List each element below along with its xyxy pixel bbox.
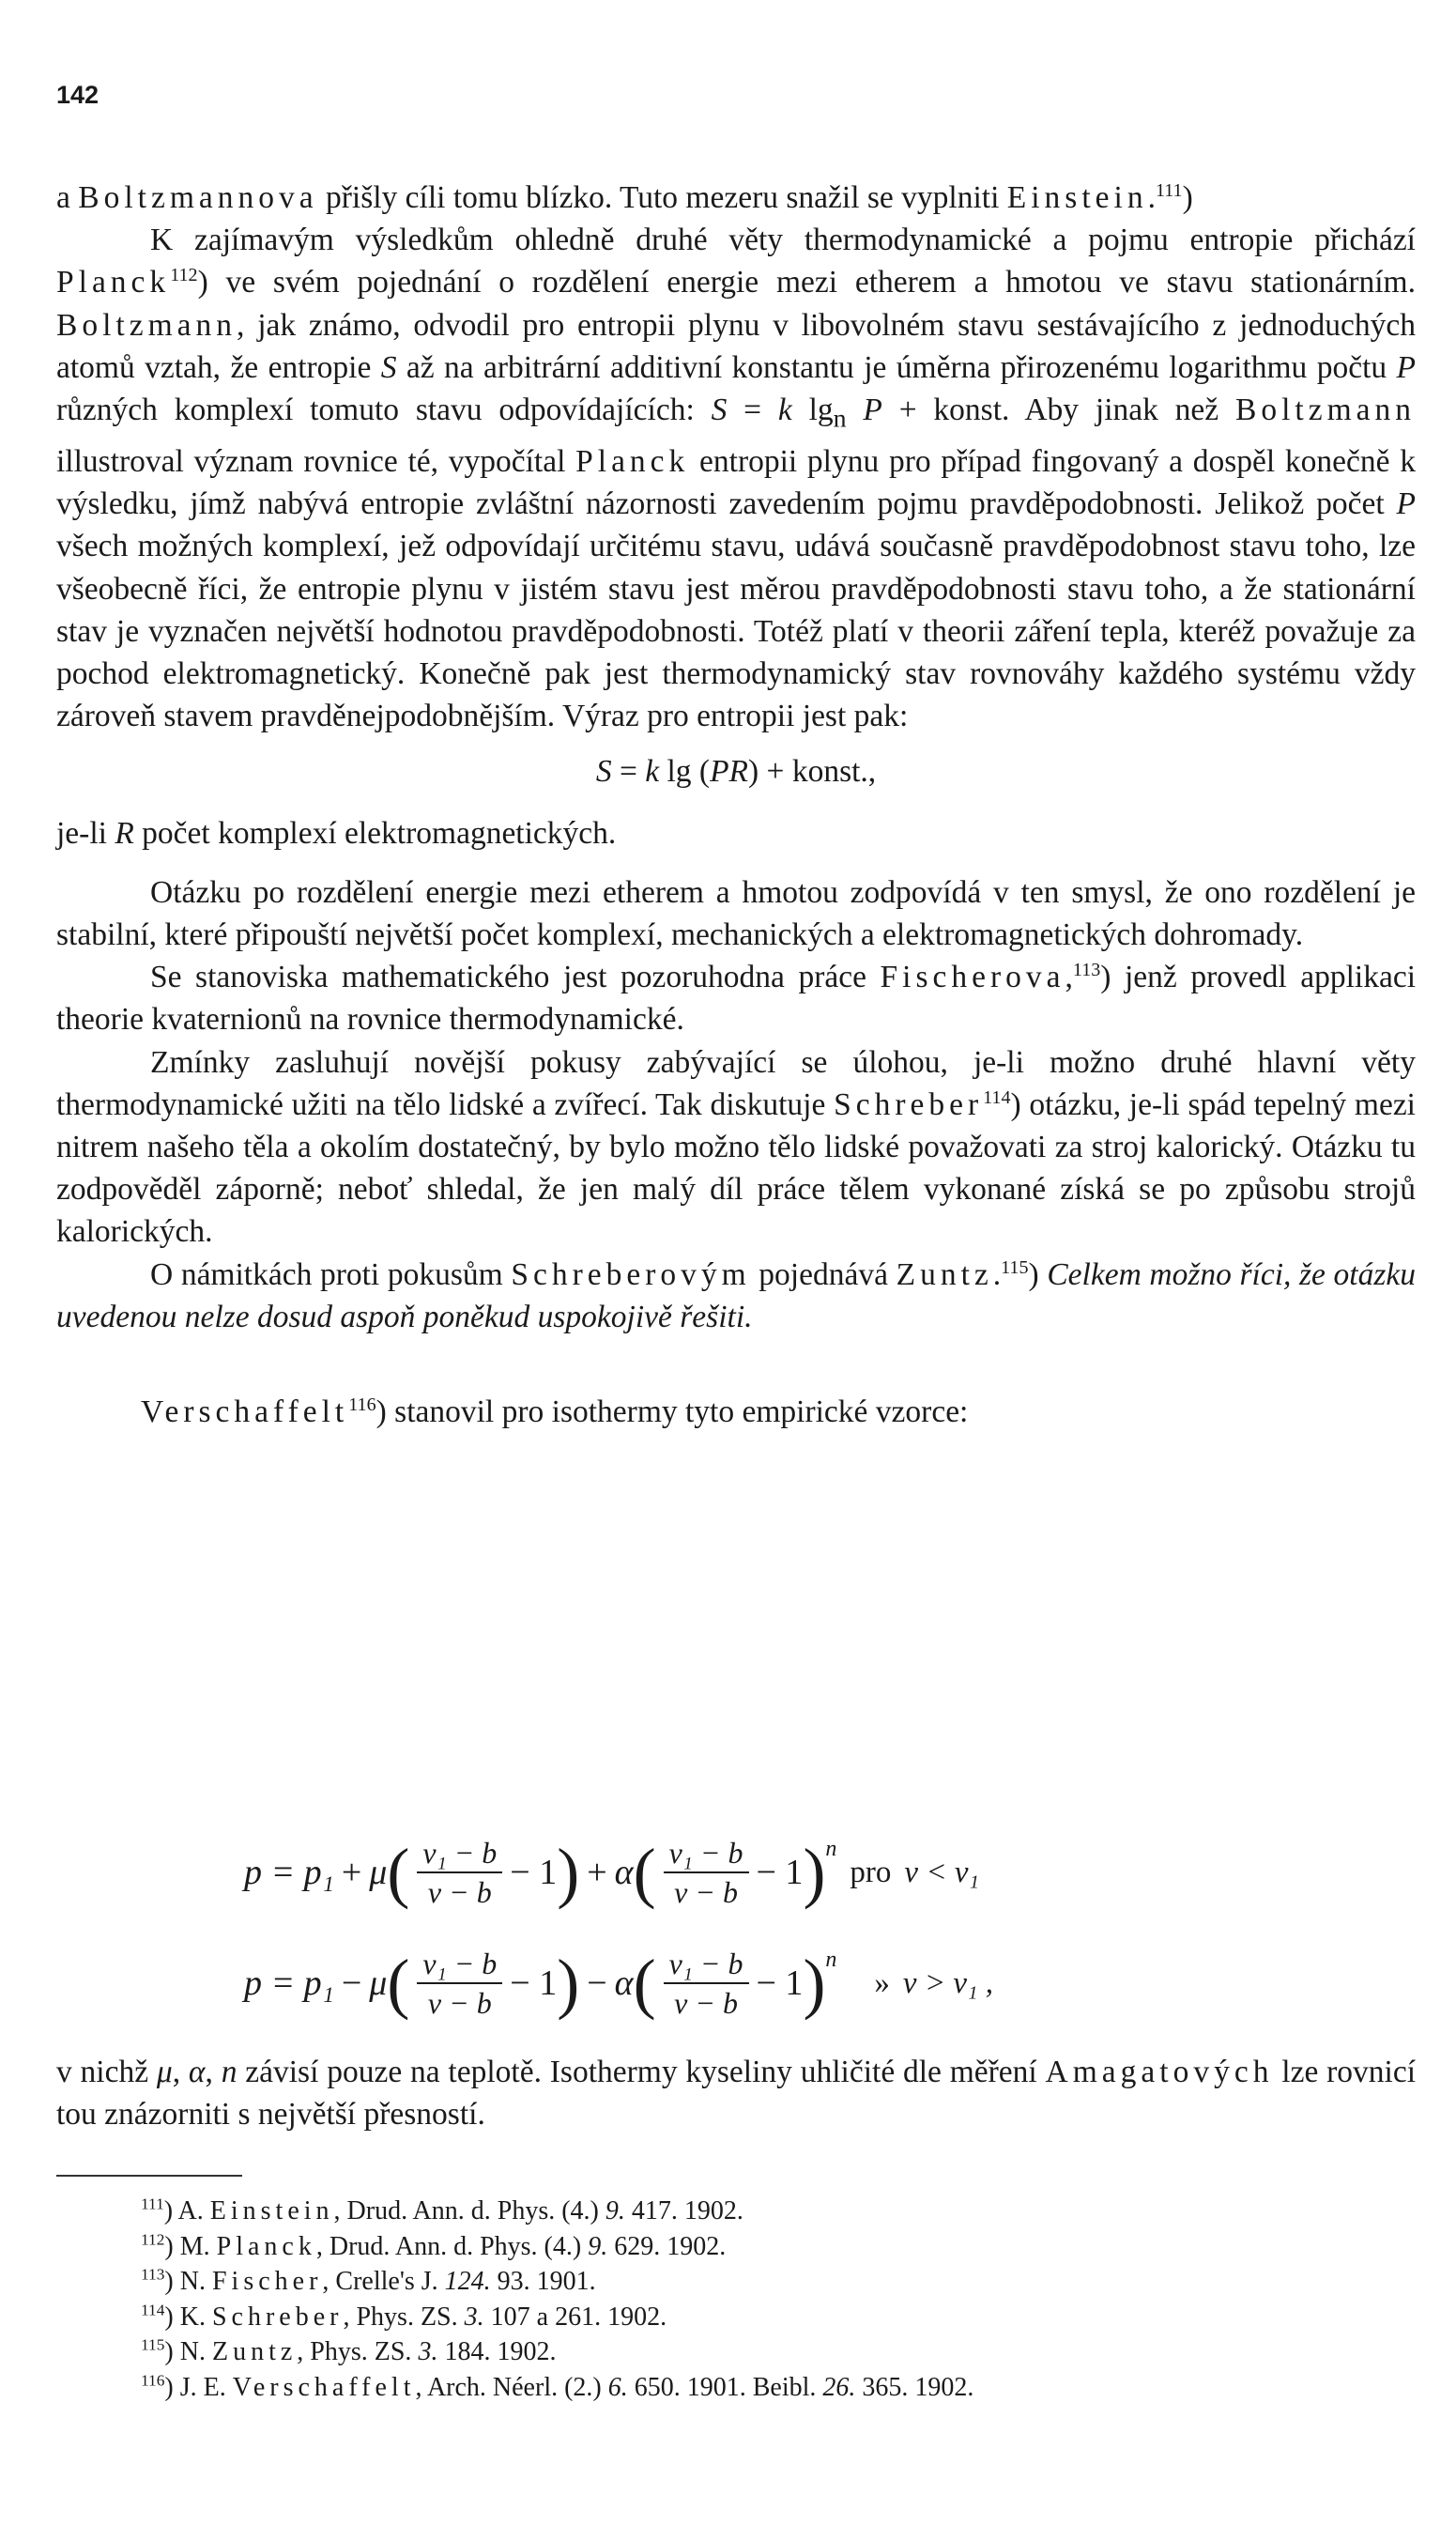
formula-mu: μ [369, 1964, 388, 2003]
entropy-equation: S = k lg (PR) + konst., [595, 754, 877, 790]
footnote: $^{111}$) A. Einstein, Drud. Ann. d. Phys. (4.) 9. 417. 1902. [141, 2194, 743, 2225]
footnote-mark: 113 [141, 2265, 165, 2284]
close-paren: ) [803, 1835, 826, 1910]
formula-minus-one: − 1 [510, 1853, 558, 1892]
formula-condition: v > v₁ , [902, 1965, 993, 2000]
formula-lhs: p = p₁ [244, 1964, 334, 2003]
footnote-text: N. Fischer, Crelle's J. 124. 93. 1901. [179, 2267, 596, 2296]
formula-sign: − [587, 1964, 607, 2003]
close-paren: ) [557, 1835, 580, 1910]
close-paren: ) [557, 1946, 580, 2021]
fraction-numerator: v₁ − b [664, 1945, 749, 1984]
formula-lhs: p = p₁ [244, 1853, 334, 1892]
footnote-mark: 114 [141, 2301, 165, 2319]
fraction [664, 1834, 749, 1911]
fraction [664, 1945, 749, 2022]
formula-minus-one: − 1 [756, 1853, 804, 1892]
footnote-text: A. Einstein, Drud. Ann. d. Phys. (4.) 9. 417. 1902. [177, 2196, 743, 2225]
formula-ditto: » [874, 1965, 890, 2000]
formula-exponent: n [825, 1948, 837, 1972]
paragraph: Otázku po rozdělení energie mezi etherem a hmotou zodpovídá v ten smysl, že ono rozdělení je stabilní, které připouští největší počet komplexí, mechanických a elektromagnetických dohromady. [56, 874, 1416, 952]
formula-exponent: n [825, 1837, 837, 1861]
paragraph: Zmínky zasluhují novější pokusy zabývající se úlohou, je-li možno druhé hlavní věty thermodynamické užiti na tělo lidské a zvířecí. Tak diskutuje Schreber$^{114}$) otázku, je-li spád tepelný mezi nitrem našeho těla a okolím dostatečný, by bylo možno tělo lidské považovati za stroj kalorický. Otázku tu zodpověděl záporně; neboť shledal, že jen malý díl práce tělem vykonané získá se po způsobu strojů kalorických. [56, 1044, 1416, 1250]
isotherm-formulas [244, 1817, 1389, 2039]
formula-sign: + [587, 1853, 607, 1892]
fraction-numerator: v₁ − b [417, 1945, 502, 1984]
footnote: $^{113}$) N. Fischer, Crelle's J. 124. 93. 1901. [141, 2265, 596, 2296]
page-number: 142 [56, 81, 100, 109]
formula-1 [244, 1817, 1389, 1928]
open-paren: ( [387, 1946, 410, 2021]
formula-minus-one: − 1 [756, 1964, 804, 2003]
open-paren: ( [387, 1835, 410, 1910]
footnote-text: M. Planck, Drud. Ann. d. Phys. (4.) 9. 629. 1902. [179, 2231, 727, 2261]
footnote-divider [56, 2175, 242, 2177]
footnote-text: K. Schreber, Phys. ZS. 3. 107 a 261. 1902. [179, 2302, 667, 2332]
paragraph: a Boltzmannova přišly cíli tomu blízko. Tuto mezeru snažil se vyplniti Einstein.$^{111}$) [56, 179, 1193, 215]
formula-minus-one: − 1 [510, 1964, 558, 2003]
footnote: $^{114}$) K. Schreber, Phys. ZS. 3. 107 a 261. 1902. [141, 2301, 667, 2332]
footnotes [141, 2194, 973, 2405]
fraction-denominator: v − b [427, 1875, 492, 1909]
fraction-numerator: v₁ − b [664, 1834, 749, 1873]
formula-alpha: α [614, 1853, 634, 1892]
paragraph: Se stanoviska mathematického jest pozoruhodna práce Fischerova,$^{113}$) jenž provedl applikaci theorie kvaternionů na rovnice thermodynamické. [56, 959, 1416, 1038]
footnote-text: J. E. Verschaffelt, Arch. Néerl. (2.) 6. 650. 1901. Beibl. 26. 365. 1902. [179, 2372, 974, 2402]
paragraph: O námitkách proti pokusům Schreberovým pojednává Zuntz.$^{115}$) Celkem možno říci, že otázku uvedenou nelze dosud aspoň poněkud uspokojivě řešiti. [56, 1256, 1416, 1334]
fraction [417, 1834, 502, 1911]
paragraph: K zajímavým výsledkům ohledně druhé věty thermodynamické a pojmu entropie přichází Planck$^{112}$) ve svém pojednání o rozdělení energie mezi etherem a hmotou ve stavu stationárním. Boltzmann, jak známo, odvodil pro entropii plynu v libovolném stavu sestávajícího z jednoduchých atomů vztah, že entropie S až na arbitrární additivní konstantu je úměrna přirozenému logarithmu počtu P různých komplexí tomuto stavu odpovídajících: S = k $\lg_n P$ + konst. Aby jinak než Boltzmann illustroval význam rovnice té, vypočítal Planck entropii plynu pro případ fingovaný a dospěl konečně k výsledku, jímž nabývá entropie zvláštní názornosti zavedením pojmu pravděpodobnosti. Jelikož počet P všech možných komplexí, jež odpovídají určitému stavu, udává současně pravděpodobnost stavu toho, lze všeobecně říci, že entropie plynu v jistém stavu jest měrou pravděpodobnosti stavu toho, a že stationární stav je vyznačen největší hodnotou pravděpodobnosti. Totéž platí v theorii záření tepla, kteréž považuje za pochod elektromagnetický. Konečně pak jest thermodynamický stav rovnováhy každého systému vždy zároveň stavem pravděnejpodobnějším. Výraz pro entropii jest pak: [56, 223, 1417, 734]
main-text [56, 177, 1416, 1433]
paragraph: je-li R počet komplexí elektromagnetických. [56, 815, 617, 851]
footnote-mark: 112 [141, 2230, 165, 2249]
formula-2 [244, 1928, 1389, 2039]
footnote-mark: 116 [141, 2371, 165, 2390]
formula-sign: − [341, 1964, 362, 2003]
fraction-denominator: v − b [674, 1875, 738, 1909]
formula-sign: + [341, 1853, 362, 1892]
fraction-numerator: v₁ − b [417, 1834, 502, 1873]
close-paren: ) [803, 1946, 826, 2021]
open-paren: ( [633, 1946, 656, 2021]
fraction-denominator: v − b [427, 1986, 492, 2020]
formula-mu: μ [369, 1853, 388, 1892]
footnote-mark: 111 [141, 2194, 164, 2213]
footnote: $^{116}$) J. E. Verschaffelt, Arch. Néerl. (2.) 6. 650. 1901. Beibl. 26. 365. 1902. [141, 2371, 974, 2402]
fraction [417, 1945, 502, 2022]
paragraph: v nichž μ, α, n závisí pouze na teplotě. Isothermy kyseliny uhličité dle měření Amagatových lze rovnicí tou znázorniti s největší přesností. [56, 2055, 1417, 2133]
footnote-text: N. Zuntz, Phys. ZS. 3. 184. 1902. [179, 2337, 557, 2366]
formula-condition: v < v₁ [904, 1855, 979, 1889]
footnote: $^{115}$) N. Zuntz, Phys. ZS. 3. 184. 1902. [141, 2335, 557, 2366]
paragraph: Verschaffelt$^{116}$) stanovil pro isothermy tyto empirické vzorce: [141, 1394, 969, 1429]
footnote-mark: 115 [141, 2335, 165, 2354]
open-paren: ( [633, 1835, 656, 1910]
formula-condition-word: pro [850, 1855, 892, 1889]
footnote: $^{112}$) M. Planck, Drud. Ann. d. Phys. (4.) 9. 629. 1902. [141, 2230, 727, 2261]
closing-text [56, 2051, 1416, 2135]
fraction-denominator: v − b [674, 1986, 738, 2020]
formula-alpha: α [614, 1964, 634, 2003]
